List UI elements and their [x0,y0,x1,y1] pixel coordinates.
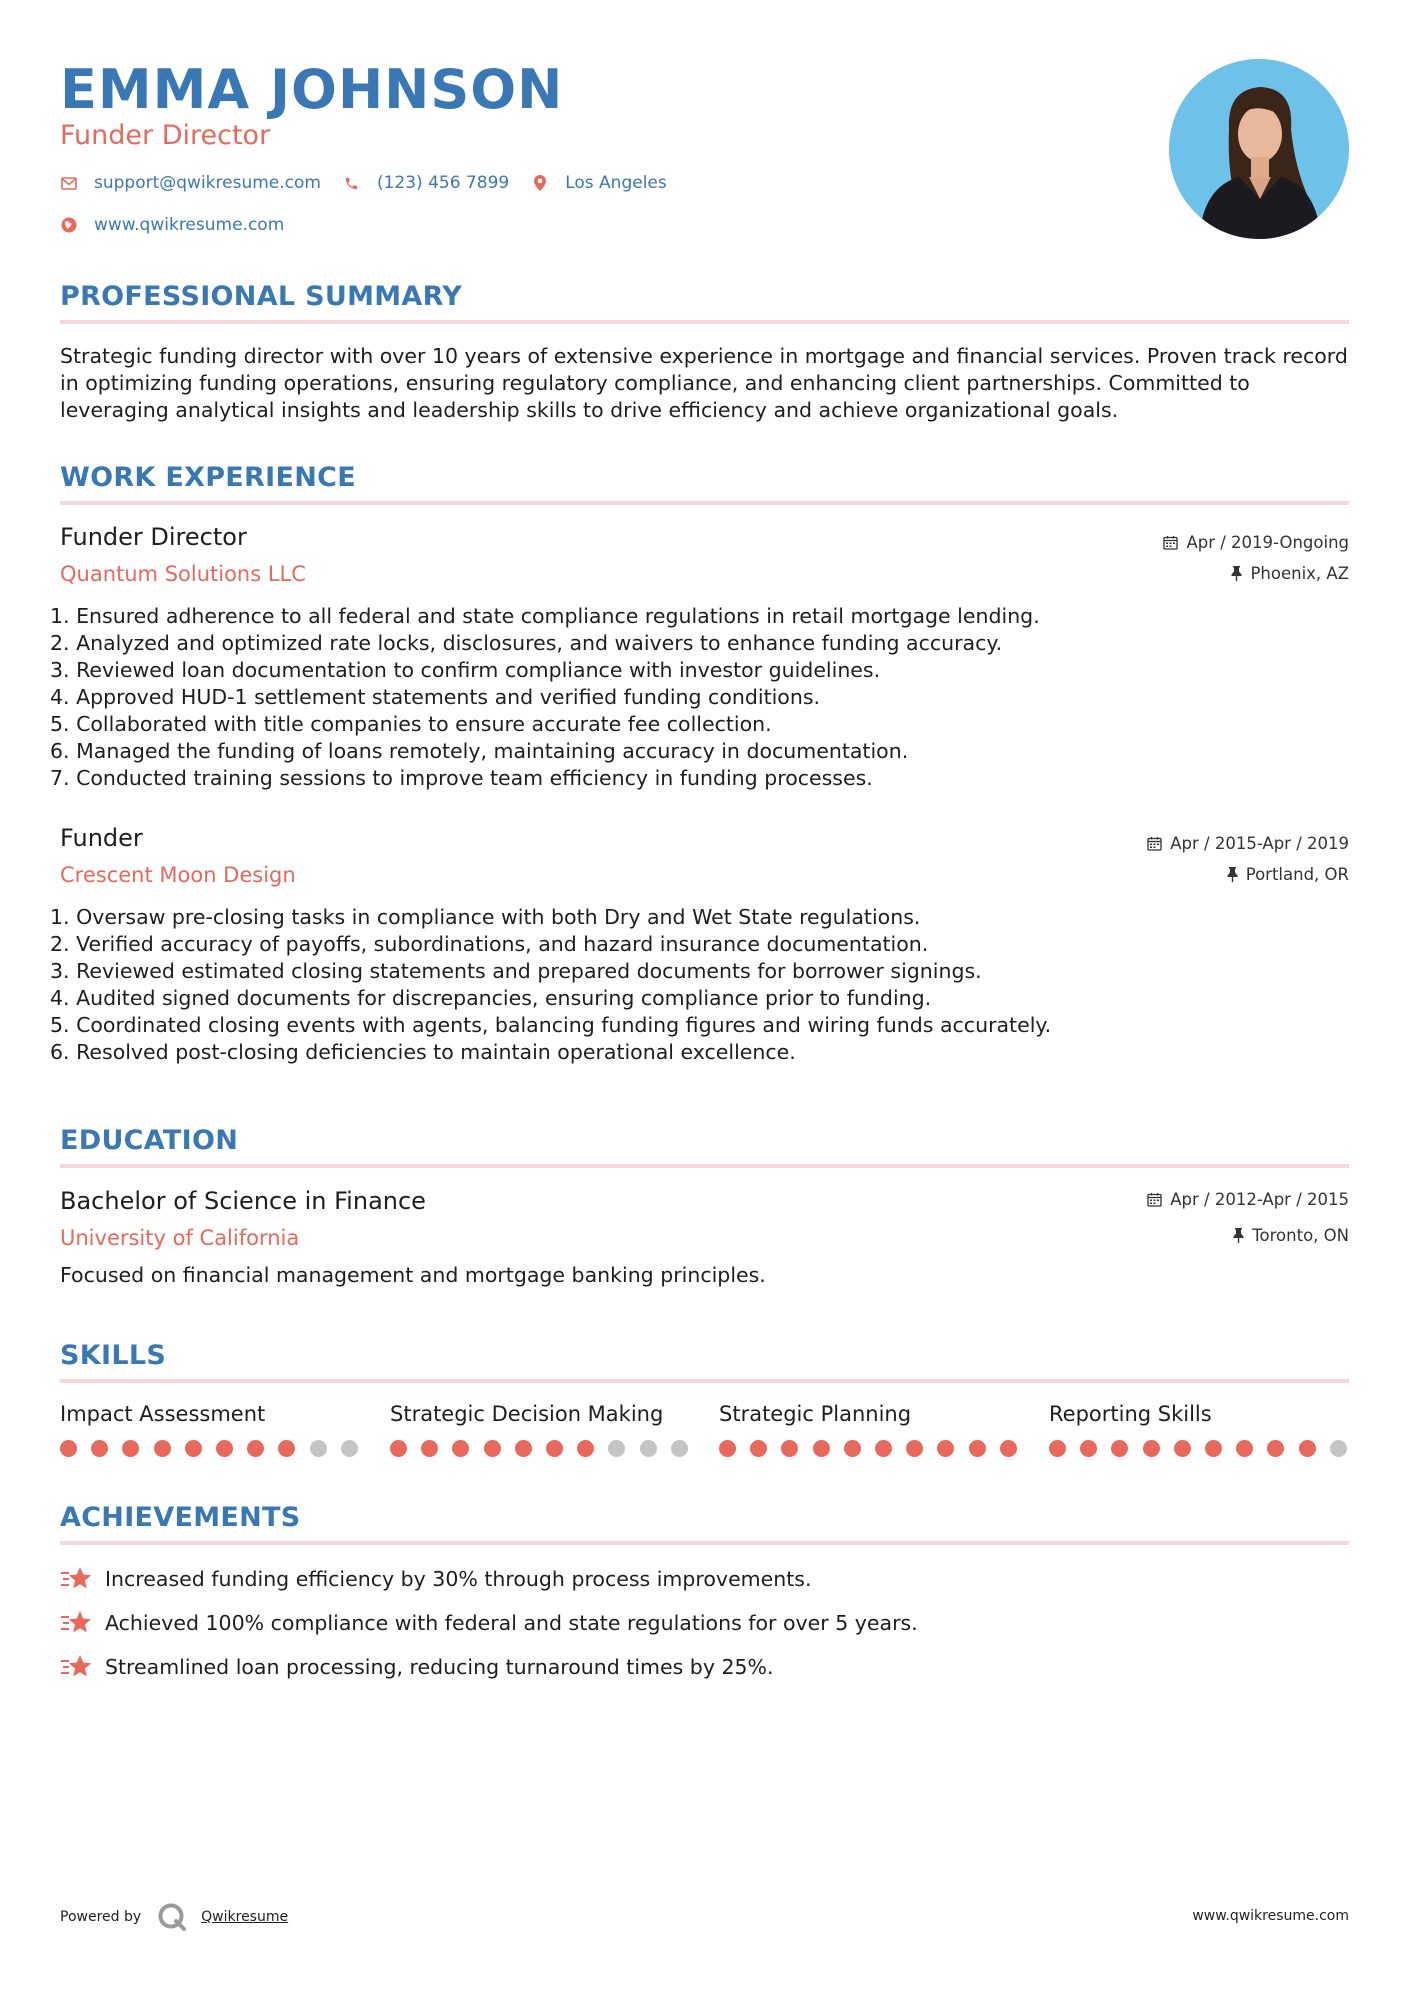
pushpin-icon [1227,867,1238,882]
rating-dot-filled [122,1440,139,1457]
rating-dot-empty [671,1440,688,1457]
rating-dot-filled [1143,1440,1160,1457]
rating-dot-filled [906,1440,923,1457]
school-name: University of California [60,1226,300,1250]
list-item: 3. Reviewed estimated closing statements and prepared documents for borrower signings. [50,959,982,983]
skill-name: Reporting Skills [1049,1402,1212,1426]
rating-dot-filled [216,1440,233,1457]
skill-rating [719,1440,1031,1457]
experience-heading: WORK EXPERIENCE [60,462,356,493]
job-dates [1163,533,1349,552]
skill-item [1049,1402,1212,1426]
job-company: Quantum Solutions LLC [60,562,306,586]
rating-dot-filled [1049,1440,1066,1457]
list-item: 5. Collaborated with title companies to ensure accurate fee collection. [50,712,772,736]
list-item: 1. Oversaw pre-closing tasks in compliance with both Dry and Wet State regulations. [50,905,921,929]
footer-powered-by [60,1902,288,1932]
star-icon [60,1609,92,1637]
rating-dot-filled [719,1440,736,1457]
list-item: 4. Approved HUD-1 settlement statements and verified funding conditions. [50,685,821,709]
rating-dot-filled [247,1440,264,1457]
education-heading: EDUCATION [60,1125,239,1156]
star-icon [60,1565,92,1593]
list-item: 2. Verified accuracy of payoffs, subordinations, and hazard insurance documentation. [50,932,929,956]
rating-dot-filled [452,1440,469,1457]
rating-dot-filled [185,1440,202,1457]
job-location-text: Phoenix, AZ [1250,564,1349,583]
rating-dot-filled [781,1440,798,1457]
achievements-divider [60,1541,1349,1545]
rating-dot-filled [91,1440,108,1457]
skills-heading: SKILLS [60,1340,167,1371]
job-title: Funder Director [60,523,247,551]
experience-divider [60,501,1349,505]
rating-dot-filled [515,1440,532,1457]
qwikresume-link[interactable]: Qwikresume [201,1909,289,1925]
list-item: 4. Audited signed documents for discrepancies, ensuring compliance prior to funding. [50,986,932,1010]
rating-dot-empty [640,1440,657,1457]
rating-dot-filled [546,1440,563,1457]
rating-dot-filled [1080,1440,1097,1457]
skill-item [390,1402,663,1426]
rating-dot-filled [278,1440,295,1457]
rating-dot-filled [390,1440,407,1457]
job-location-text: Portland, OR [1245,865,1349,884]
website-link[interactable]: www.qwikresume.com [94,215,285,235]
achievement-text: Achieved 100% compliance with federal and state regulations for over 5 years. [105,1611,918,1635]
rating-dot-filled [750,1440,767,1457]
education-dates [1147,1190,1349,1209]
achievement-item [60,1653,774,1681]
contact-row-2 [60,215,306,235]
email-link[interactable]: support@qwikresume.com [94,173,321,193]
list-item: 5. Coordinated closing events with agents, balancing funding figures and wiring funds accurately. [50,1013,1052,1037]
rating-dot-filled [1299,1440,1316,1457]
envelope-icon [60,174,78,192]
map-pin-icon [531,174,549,192]
rating-dot-filled [844,1440,861,1457]
list-item: 7. Conducted training sessions to improve team efficiency in funding processes. [50,766,873,790]
job-location [1231,564,1349,583]
job-bullets [50,603,1350,792]
pushpin-icon [1231,566,1242,581]
contact-row-1 [60,173,689,193]
skill-item [60,1402,265,1426]
list-item: 6. Resolved post-closing deficiencies to maintain operational excellence. [50,1040,796,1064]
rating-dot-filled [1205,1440,1222,1457]
phone-icon [343,174,361,192]
globe-icon [60,216,78,234]
rating-dot-filled [1236,1440,1253,1457]
achievements-heading: ACHIEVEMENTS [60,1502,301,1533]
rating-dot-filled [421,1440,438,1457]
rating-dot-filled [937,1440,954,1457]
profile-photo [1169,59,1349,239]
job-dates-text: Apr / 2019-Ongoing [1186,533,1349,552]
achievement-text: Increased funding efficiency by 30% through process improvements. [105,1567,812,1591]
rating-dot-filled [969,1440,986,1457]
summary-divider [60,320,1349,324]
achievement-text: Streamlined loan processing, reducing turnaround times by 25%. [105,1655,774,1679]
footer-url[interactable]: www.qwikresume.com [1192,1908,1349,1924]
calendar-icon [1147,1192,1162,1207]
skill-name: Strategic Decision Making [390,1402,664,1426]
skill-item [719,1402,911,1426]
rating-dot-filled [154,1440,171,1457]
qwikresume-logo-icon [157,1902,187,1932]
achievement-item [60,1565,812,1593]
rating-dot-empty [310,1440,327,1457]
education-location [1233,1226,1349,1245]
job-location [1227,865,1349,884]
rating-dot-filled [484,1440,501,1457]
location-text: Los Angeles [565,173,667,193]
education-location-text: Toronto, ON [1252,1226,1349,1245]
achievement-item [60,1609,918,1637]
job-company: Crescent Moon Design [60,863,296,887]
rating-dot-filled [1267,1440,1284,1457]
calendar-icon [1163,535,1178,550]
rating-dot-empty [608,1440,625,1457]
job-dates [1147,834,1349,853]
skill-name: Impact Assessment [60,1402,266,1426]
skill-rating [1049,1440,1361,1457]
list-item: 1. Ensured adherence to all federal and state compliance regulations in retail mortgage lending. [50,604,1040,628]
summary-text: Strategic funding director with over 10 years of extensive experience in mortgage and financial services. Proven track record in optimizing funding operations, ensuring regulatory compliance, and enhancing client partnerships. Committed to leveraging analytical insights and leadership skills to drive efficiency and achieve organizational goals. [60,344,1348,422]
rating-dot-empty [1330,1440,1347,1457]
education-divider [60,1164,1349,1168]
person-portrait-icon [1169,59,1349,239]
list-item: 2. Analyzed and optimized rate locks, disclosures, and waivers to enhance funding accuracy. [50,631,1003,655]
candidate-title: Funder Director [60,120,271,151]
education-dates-text: Apr / 2012-Apr / 2015 [1170,1190,1349,1209]
pushpin-icon [1233,1228,1244,1243]
powered-by-label: Powered by [60,1909,142,1925]
rating-dot-filled [875,1440,892,1457]
list-item: 3. Reviewed loan documentation to confirm compliance with investor guidelines. [50,658,881,682]
skill-name: Strategic Planning [719,1402,912,1426]
rating-dot-filled [1111,1440,1128,1457]
skill-rating [60,1440,372,1457]
rating-dot-filled [1000,1440,1017,1457]
calendar-icon [1147,836,1162,851]
education-description: Focused on financial management and mortgage banking principles. [60,1263,766,1287]
star-icon [60,1653,92,1681]
candidate-name: EMMA JOHNSON [60,58,564,121]
job-dates-text: Apr / 2015-Apr / 2019 [1170,834,1349,853]
list-item: 6. Managed the funding of loans remotely, maintaining accuracy in documentation. [50,739,909,763]
rating-dot-empty [341,1440,358,1457]
summary-heading: PROFESSIONAL SUMMARY [60,281,463,312]
rating-dot-filled [60,1440,77,1457]
job-bullets [50,904,1350,1066]
job-title: Funder [60,824,143,852]
skill-rating [390,1440,702,1457]
rating-dot-filled [1174,1440,1191,1457]
phone-number[interactable]: (123) 456 7899 [376,173,510,193]
skills-divider [60,1379,1349,1383]
rating-dot-filled [577,1440,594,1457]
degree-title: Bachelor of Science in Finance [60,1187,426,1215]
rating-dot-filled [813,1440,830,1457]
